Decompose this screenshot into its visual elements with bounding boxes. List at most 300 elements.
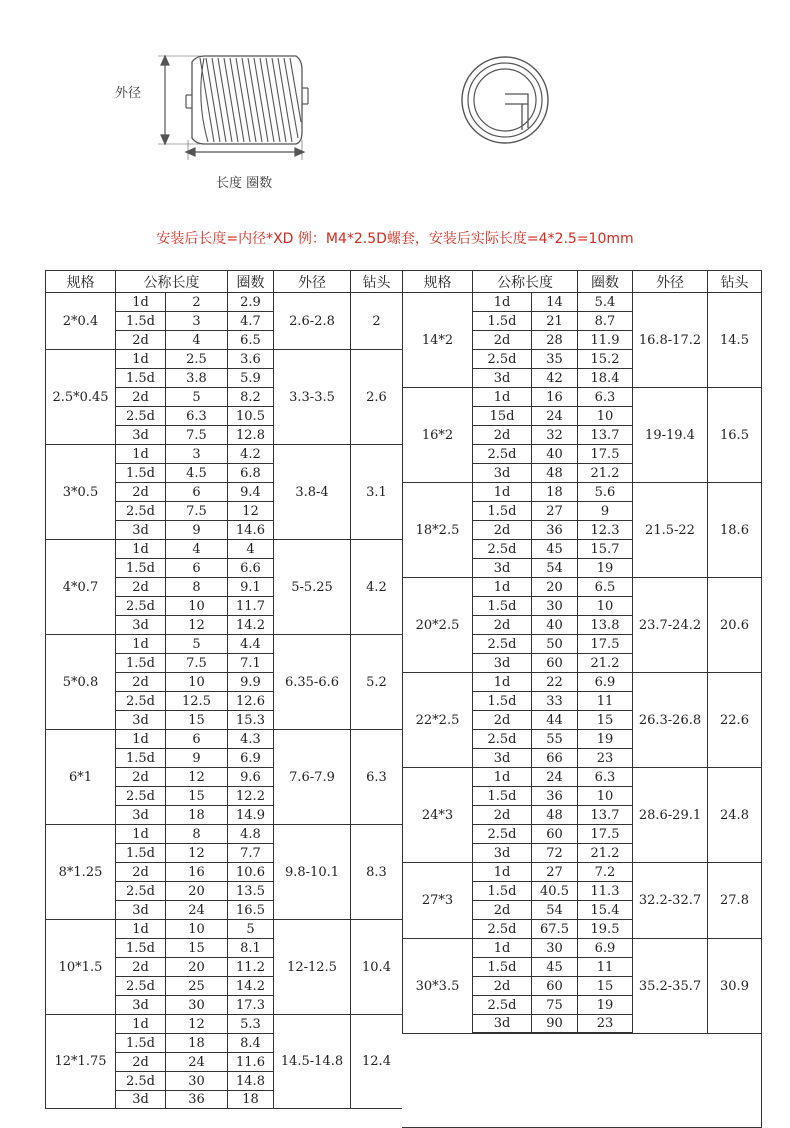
left-header-outer-diameter: 外径: [273, 270, 350, 292]
left-header-length: 公称长度: [115, 270, 227, 292]
left-drill-size-cell: 4.2: [350, 539, 402, 634]
right-coil-count-cell: 7.2: [577, 862, 632, 881]
right-nominal-length-cell: 75: [531, 995, 577, 1014]
right-spec-cell: 30*3.5: [402, 938, 472, 1033]
left-coil-count-cell: 9.4: [227, 482, 273, 501]
right-outer-diameter-cell: 23.7-24.2: [632, 577, 707, 672]
left-length-multiplier-cell: 2d: [115, 387, 165, 406]
right-coil-count-cell: 11.3: [577, 881, 632, 900]
left-drill-size-cell: 2: [350, 292, 402, 349]
left-coil-count-cell: 11.6: [227, 1052, 273, 1071]
left-coil-count-cell: 15.3: [227, 710, 273, 729]
right-nominal-length-cell: 44: [531, 710, 577, 729]
left-nominal-length-cell: 18: [165, 1033, 227, 1052]
left-length-multiplier-cell: 2.5d: [115, 501, 165, 520]
right-length-multiplier-cell: 1.5d: [472, 311, 531, 330]
right-coil-count-cell: 15.2: [577, 349, 632, 368]
left-coil-count-cell: 18: [227, 1090, 273, 1109]
right-nominal-length-cell: 24: [531, 406, 577, 425]
right-length-multiplier-cell: 1d: [472, 387, 531, 406]
right-length-multiplier-cell: 2d: [472, 425, 531, 444]
right-nominal-length-cell: 22: [531, 672, 577, 691]
right-nominal-length-cell: 55: [531, 729, 577, 748]
left-nominal-length-cell: 9: [165, 748, 227, 767]
right-nominal-length-cell: 24: [531, 767, 577, 786]
right-nominal-length-cell: 33: [531, 691, 577, 710]
left-nominal-length-cell: 5: [165, 634, 227, 653]
left-length-multiplier-cell: 3d: [115, 900, 165, 919]
left-length-multiplier-cell: 3d: [115, 425, 165, 444]
left-length-multiplier-cell: 2d: [115, 577, 165, 596]
right-coil-count-cell: 21.2: [577, 463, 632, 482]
right-length-multiplier-cell: 2.5d: [472, 539, 531, 558]
left-length-multiplier-cell: 2d: [115, 330, 165, 349]
left-length-multiplier-cell: 1d: [115, 539, 165, 558]
left-length-multiplier-cell: 1d: [115, 634, 165, 653]
left-drill-size-cell: 3.1: [350, 444, 402, 539]
right-length-multiplier-cell: 2.5d: [472, 729, 531, 748]
left-coil-count-cell: 11.2: [227, 957, 273, 976]
left-length-multiplier-cell: 2d: [115, 957, 165, 976]
right-coil-count-cell: 17.5: [577, 634, 632, 653]
left-spec-cell: 5*0.8: [45, 634, 115, 729]
right-coil-count-cell: 5.4: [577, 292, 632, 311]
left-length-multiplier-cell: 1.5d: [115, 843, 165, 862]
right-nominal-length-cell: 14: [531, 292, 577, 311]
left-nominal-length-cell: 24: [165, 900, 227, 919]
right-coil-count-cell: 6.3: [577, 387, 632, 406]
right-nominal-length-cell: 27: [531, 501, 577, 520]
left-length-multiplier-cell: 3d: [115, 615, 165, 634]
left-nominal-length-cell: 12.5: [165, 691, 227, 710]
right-length-multiplier-cell: 1.5d: [472, 501, 531, 520]
left-length-multiplier-cell: 2.5d: [115, 976, 165, 995]
right-coil-count-cell: 13.7: [577, 425, 632, 444]
right-header-outer-diameter: 外径: [632, 270, 707, 292]
left-header-spec: 规格: [45, 270, 115, 292]
left-length-multiplier-cell: 2d: [115, 482, 165, 501]
right-spec-cell: 27*3: [402, 862, 472, 938]
left-nominal-length-cell: 24: [165, 1052, 227, 1071]
right-coil-count-cell: 11: [577, 691, 632, 710]
length-coils-label: 长度 圈数: [216, 176, 273, 191]
right-coil-count-cell: 15.7: [577, 539, 632, 558]
right-length-multiplier-cell: 2.5d: [472, 349, 531, 368]
left-coil-count-cell: 6.8: [227, 463, 273, 482]
left-length-multiplier-cell: 1d: [115, 444, 165, 463]
right-nominal-length-cell: 28: [531, 330, 577, 349]
left-coil-count-cell: 8.4: [227, 1033, 273, 1052]
left-coil-count-cell: 8.2: [227, 387, 273, 406]
left-nominal-length-cell: 12: [165, 615, 227, 634]
right-length-multiplier-cell: 3d: [472, 558, 531, 577]
left-nominal-length-cell: 12: [165, 767, 227, 786]
left-coil-count-cell: 4.2: [227, 444, 273, 463]
right-length-multiplier-cell: 1d: [472, 482, 531, 501]
left-outer-diameter-cell: 14.5-14.8: [273, 1014, 350, 1109]
left-coil-count-cell: 5.9: [227, 368, 273, 387]
left-header-coils: 圈数: [227, 270, 273, 292]
left-nominal-length-cell: 10: [165, 672, 227, 691]
right-nominal-length-cell: 18: [531, 482, 577, 501]
left-coil-count-cell: 7.1: [227, 653, 273, 672]
left-coil-count-cell: 4.3: [227, 729, 273, 748]
right-nominal-length-cell: 27: [531, 862, 577, 881]
right-length-multiplier-cell: 1d: [472, 577, 531, 596]
left-outer-diameter-cell: 7.6-7.9: [273, 729, 350, 824]
right-length-multiplier-cell: 3d: [472, 843, 531, 862]
right-coil-count-cell: 15: [577, 710, 632, 729]
right-nominal-length-cell: 60: [531, 653, 577, 672]
left-nominal-length-cell: 6: [165, 482, 227, 501]
left-outer-diameter-cell: 5-5.25: [273, 539, 350, 634]
right-nominal-length-cell: 16: [531, 387, 577, 406]
right-outer-diameter-cell: 28.6-29.1: [632, 767, 707, 862]
left-nominal-length-cell: 2: [165, 292, 227, 311]
right-nominal-length-cell: 40: [531, 444, 577, 463]
right-nominal-length-cell: 45: [531, 957, 577, 976]
left-length-multiplier-cell: 2d: [115, 767, 165, 786]
right-coil-count-cell: 11: [577, 957, 632, 976]
thread-insert-spec-table: [45, 270, 762, 1108]
left-outer-diameter-cell: 3.8-4: [273, 444, 350, 539]
right-coil-count-cell: 19.5: [577, 919, 632, 938]
left-nominal-length-cell: 9: [165, 520, 227, 539]
right-coil-count-cell: 23: [577, 1014, 632, 1033]
left-outer-diameter-cell: 2.6-2.8: [273, 292, 350, 349]
left-nominal-length-cell: 20: [165, 957, 227, 976]
right-length-multiplier-cell: 3d: [472, 368, 531, 387]
left-coil-count-cell: 14.8: [227, 1071, 273, 1090]
left-coil-count-cell: 14.6: [227, 520, 273, 539]
left-nominal-length-cell: 5: [165, 387, 227, 406]
right-outer-diameter-cell: 16.8-17.2: [632, 292, 707, 387]
right-nominal-length-cell: 30: [531, 596, 577, 615]
left-coil-count-cell: 12.8: [227, 425, 273, 444]
right-nominal-length-cell: 40.5: [531, 881, 577, 900]
left-coil-count-cell: 9.6: [227, 767, 273, 786]
right-coil-count-cell: 5.6: [577, 482, 632, 501]
right-nominal-length-cell: 35: [531, 349, 577, 368]
left-spec-cell: 3*0.5: [45, 444, 115, 539]
left-nominal-length-cell: 7.5: [165, 501, 227, 520]
left-length-multiplier-cell: 1.5d: [115, 938, 165, 957]
right-nominal-length-cell: 60: [531, 824, 577, 843]
left-length-multiplier-cell: 1d: [115, 824, 165, 843]
right-length-multiplier-cell: 2.5d: [472, 634, 531, 653]
left-nominal-length-cell: 12: [165, 1014, 227, 1033]
right-length-multiplier-cell: 1d: [472, 938, 531, 957]
left-spec-cell: 12*1.75: [45, 1014, 115, 1109]
right-header-length: 公称长度: [472, 270, 577, 292]
left-nominal-length-cell: 15: [165, 938, 227, 957]
right-coil-count-cell: 6.9: [577, 938, 632, 957]
right-coil-count-cell: 15: [577, 976, 632, 995]
left-length-multiplier-cell: 1.5d: [115, 1033, 165, 1052]
left-drill-size-cell: 2.6: [350, 349, 402, 444]
left-coil-count-cell: 14.9: [227, 805, 273, 824]
right-nominal-length-cell: 21: [531, 311, 577, 330]
right-length-multiplier-cell: 1.5d: [472, 691, 531, 710]
left-nominal-length-cell: 10: [165, 596, 227, 615]
left-coil-count-cell: 16.5: [227, 900, 273, 919]
left-length-multiplier-cell: 1d: [115, 919, 165, 938]
left-length-multiplier-cell: 3d: [115, 710, 165, 729]
left-length-multiplier-cell: 2.5d: [115, 1071, 165, 1090]
right-length-multiplier-cell: 3d: [472, 1014, 531, 1033]
left-length-multiplier-cell: 1.5d: [115, 368, 165, 387]
left-header-drill: 钻头: [350, 270, 402, 292]
left-spec-cell: 10*1.5: [45, 919, 115, 1014]
left-nominal-length-cell: 36: [165, 1090, 227, 1109]
left-drill-size-cell: 6.3: [350, 729, 402, 824]
left-coil-count-cell: 2.9: [227, 292, 273, 311]
right-coil-count-cell: 23: [577, 748, 632, 767]
right-length-multiplier-cell: 2.5d: [472, 824, 531, 843]
right-coil-count-cell: 19: [577, 995, 632, 1014]
left-nominal-length-cell: 30: [165, 1071, 227, 1090]
left-outer-diameter-cell: 9.8-10.1: [273, 824, 350, 919]
right-length-multiplier-cell: 2d: [472, 615, 531, 634]
left-nominal-length-cell: 10: [165, 919, 227, 938]
right-nominal-length-cell: 67.5: [531, 919, 577, 938]
left-coil-count-cell: 12: [227, 501, 273, 520]
left-outer-diameter-cell: 3.3-3.5: [273, 349, 350, 444]
right-nominal-length-cell: 54: [531, 558, 577, 577]
left-coil-count-cell: 9.9: [227, 672, 273, 691]
right-drill-size-cell: 22.6: [707, 672, 762, 767]
right-header-drill: 钻头: [707, 270, 762, 292]
right-coil-count-cell: 15.4: [577, 900, 632, 919]
left-spec-cell: 2.5*0.45: [45, 349, 115, 444]
right-length-multiplier-cell: 2d: [472, 900, 531, 919]
right-coil-count-cell: 19: [577, 558, 632, 577]
right-coil-count-cell: 13.8: [577, 615, 632, 634]
right-coil-count-cell: 17.5: [577, 824, 632, 843]
left-coil-count-cell: 14.2: [227, 615, 273, 634]
right-coil-count-cell: 13.7: [577, 805, 632, 824]
right-spec-cell: 16*2: [402, 387, 472, 482]
left-length-multiplier-cell: 2.5d: [115, 786, 165, 805]
right-coil-count-cell: 21.2: [577, 653, 632, 672]
right-nominal-length-cell: 45: [531, 539, 577, 558]
right-coil-count-cell: 21.2: [577, 843, 632, 862]
install-length-formula: 安装后长度=内径*XD 例：M4*2.5D螺套，安装后实际长度=4*2.5=10mm: [156, 231, 634, 247]
right-length-multiplier-cell: 3d: [472, 748, 531, 767]
right-drill-size-cell: 30.9: [707, 938, 762, 1033]
right-coil-count-cell: 6.5: [577, 577, 632, 596]
right-drill-size-cell: 18.6: [707, 482, 762, 577]
left-coil-count-cell: 11.7: [227, 596, 273, 615]
right-outer-diameter-cell: 32.2-32.7: [632, 862, 707, 938]
left-spec-cell: 4*0.7: [45, 539, 115, 634]
left-drill-size-cell: 12.4: [350, 1014, 402, 1109]
right-coil-count-cell: 9: [577, 501, 632, 520]
right-drill-size-cell: 16.5: [707, 387, 762, 482]
right-length-multiplier-cell: 2d: [472, 805, 531, 824]
left-length-multiplier-cell: 1.5d: [115, 311, 165, 330]
right-coil-count-cell: 10: [577, 786, 632, 805]
left-coil-count-cell: 10.6: [227, 862, 273, 881]
right-nominal-length-cell: 48: [531, 805, 577, 824]
right-drill-size-cell: 14.5: [707, 292, 762, 387]
right-length-multiplier-cell: 2d: [472, 976, 531, 995]
right-nominal-length-cell: 42: [531, 368, 577, 387]
right-spec-cell: 14*2: [402, 292, 472, 387]
right-nominal-length-cell: 30: [531, 938, 577, 957]
left-length-multiplier-cell: 1d: [115, 349, 165, 368]
left-spec-cell: 6*1: [45, 729, 115, 824]
right-length-multiplier-cell: 2d: [472, 710, 531, 729]
left-nominal-length-cell: 25: [165, 976, 227, 995]
right-length-multiplier-cell: 1d: [472, 862, 531, 881]
left-nominal-length-cell: 30: [165, 995, 227, 1014]
right-length-multiplier-cell: 1d: [472, 767, 531, 786]
right-length-multiplier-cell: 1d: [472, 672, 531, 691]
right-coil-count-cell: 8.7: [577, 311, 632, 330]
right-length-multiplier-cell: 1d: [472, 292, 531, 311]
left-nominal-length-cell: 15: [165, 710, 227, 729]
right-length-multiplier-cell: 3d: [472, 463, 531, 482]
right-coil-count-cell: 17.5: [577, 444, 632, 463]
right-length-multiplier-cell: 1.5d: [472, 881, 531, 900]
right-outer-diameter-cell: 19-19.4: [632, 387, 707, 482]
right-nominal-length-cell: 48: [531, 463, 577, 482]
right-length-multiplier-cell: 2d: [472, 330, 531, 349]
left-drill-size-cell: 5.2: [350, 634, 402, 729]
left-spec-cell: 2*0.4: [45, 292, 115, 349]
right-nominal-length-cell: 36: [531, 520, 577, 539]
right-length-multiplier-cell: 2d: [472, 520, 531, 539]
left-coil-count-cell: 17.3: [227, 995, 273, 1014]
left-nominal-length-cell: 3.8: [165, 368, 227, 387]
left-drill-size-cell: 10.4: [350, 919, 402, 1014]
left-length-multiplier-cell: 1.5d: [115, 653, 165, 672]
left-length-multiplier-cell: 1.5d: [115, 558, 165, 577]
right-header-spec: 规格: [402, 270, 472, 292]
right-nominal-length-cell: 20: [531, 577, 577, 596]
left-nominal-length-cell: 16: [165, 862, 227, 881]
left-nominal-length-cell: 7.5: [165, 425, 227, 444]
right-spec-cell: 24*3: [402, 767, 472, 862]
left-nominal-length-cell: 12: [165, 843, 227, 862]
right-coil-count-cell: 11.9: [577, 330, 632, 349]
left-coil-count-cell: 4.4: [227, 634, 273, 653]
left-nominal-length-cell: 4.5: [165, 463, 227, 482]
left-nominal-length-cell: 18: [165, 805, 227, 824]
left-coil-count-cell: 7.7: [227, 843, 273, 862]
right-drill-size-cell: 20.6: [707, 577, 762, 672]
left-length-multiplier-cell: 1d: [115, 1014, 165, 1033]
right-nominal-length-cell: 72: [531, 843, 577, 862]
left-coil-count-cell: 10.5: [227, 406, 273, 425]
right-coil-count-cell: 19: [577, 729, 632, 748]
left-outer-diameter-cell: 12-12.5: [273, 919, 350, 1014]
right-drill-size-cell: 27.8: [707, 862, 762, 938]
left-nominal-length-cell: 6: [165, 558, 227, 577]
outer-diameter-label: 外径: [115, 86, 142, 101]
right-nominal-length-cell: 40: [531, 615, 577, 634]
left-coil-count-cell: 13.5: [227, 881, 273, 900]
right-length-multiplier-cell: 15d: [472, 406, 531, 425]
left-nominal-length-cell: 20: [165, 881, 227, 900]
left-length-multiplier-cell: 3d: [115, 520, 165, 539]
left-nominal-length-cell: 4: [165, 330, 227, 349]
right-coil-count-cell: 10: [577, 596, 632, 615]
left-nominal-length-cell: 3: [165, 444, 227, 463]
left-coil-count-cell: 14.2: [227, 976, 273, 995]
left-length-multiplier-cell: 1d: [115, 729, 165, 748]
right-nominal-length-cell: 90: [531, 1014, 577, 1033]
left-drill-size-cell: 8.3: [350, 824, 402, 919]
left-spec-cell: 8*1.25: [45, 824, 115, 919]
right-spec-cell: 20*2.5: [402, 577, 472, 672]
left-coil-count-cell: 5: [227, 919, 273, 938]
left-coil-count-cell: 12.2: [227, 786, 273, 805]
left-length-multiplier-cell: 2d: [115, 862, 165, 881]
left-nominal-length-cell: 6: [165, 729, 227, 748]
left-coil-count-cell: 3.6: [227, 349, 273, 368]
right-length-multiplier-cell: 3d: [472, 653, 531, 672]
right-length-multiplier-cell: 1.5d: [472, 786, 531, 805]
left-length-multiplier-cell: 2.5d: [115, 406, 165, 425]
left-length-multiplier-cell: 3d: [115, 805, 165, 824]
right-nominal-length-cell: 60: [531, 976, 577, 995]
left-length-multiplier-cell: 3d: [115, 1090, 165, 1109]
left-coil-count-cell: 6.5: [227, 330, 273, 349]
right-coil-count-cell: 18.4: [577, 368, 632, 387]
right-nominal-length-cell: 54: [531, 900, 577, 919]
left-coil-count-cell: 4.7: [227, 311, 273, 330]
right-coil-count-cell: 6.3: [577, 767, 632, 786]
right-coil-count-cell: 10: [577, 406, 632, 425]
left-coil-count-cell: 12.6: [227, 691, 273, 710]
left-length-multiplier-cell: 1.5d: [115, 463, 165, 482]
left-length-multiplier-cell: 1d: [115, 292, 165, 311]
left-length-multiplier-cell: 1.5d: [115, 748, 165, 767]
right-coil-count-cell: 12.3: [577, 520, 632, 539]
left-length-multiplier-cell: 3d: [115, 995, 165, 1014]
right-nominal-length-cell: 36: [531, 786, 577, 805]
left-length-multiplier-cell: 2d: [115, 672, 165, 691]
left-nominal-length-cell: 8: [165, 824, 227, 843]
right-nominal-length-cell: 66: [531, 748, 577, 767]
left-coil-count-cell: 4.8: [227, 824, 273, 843]
right-length-multiplier-cell: 2.5d: [472, 444, 531, 463]
left-nominal-length-cell: 2.5: [165, 349, 227, 368]
right-outer-diameter-cell: 35.2-35.7: [632, 938, 707, 1033]
left-coil-count-cell: 4: [227, 539, 273, 558]
right-length-multiplier-cell: 2.5d: [472, 995, 531, 1014]
left-nominal-length-cell: 3: [165, 311, 227, 330]
right-nominal-length-cell: 50: [531, 634, 577, 653]
left-coil-count-cell: 6.9: [227, 748, 273, 767]
right-outer-diameter-cell: 26.3-26.8: [632, 672, 707, 767]
right-spec-cell: 18*2.5: [402, 482, 472, 577]
left-length-multiplier-cell: 2.5d: [115, 691, 165, 710]
left-length-multiplier-cell: 2d: [115, 1052, 165, 1071]
left-outer-diameter-cell: 6.35-6.6: [273, 634, 350, 729]
right-header-coils: 圈数: [577, 270, 632, 292]
right-outer-diameter-cell: 21.5-22: [632, 482, 707, 577]
right-coil-count-cell: 6.9: [577, 672, 632, 691]
left-coil-count-cell: 5.3: [227, 1014, 273, 1033]
left-nominal-length-cell: 4: [165, 539, 227, 558]
left-nominal-length-cell: 6.3: [165, 406, 227, 425]
left-coil-count-cell: 8.1: [227, 938, 273, 957]
left-coil-count-cell: 9.1: [227, 577, 273, 596]
left-length-multiplier-cell: 2.5d: [115, 881, 165, 900]
